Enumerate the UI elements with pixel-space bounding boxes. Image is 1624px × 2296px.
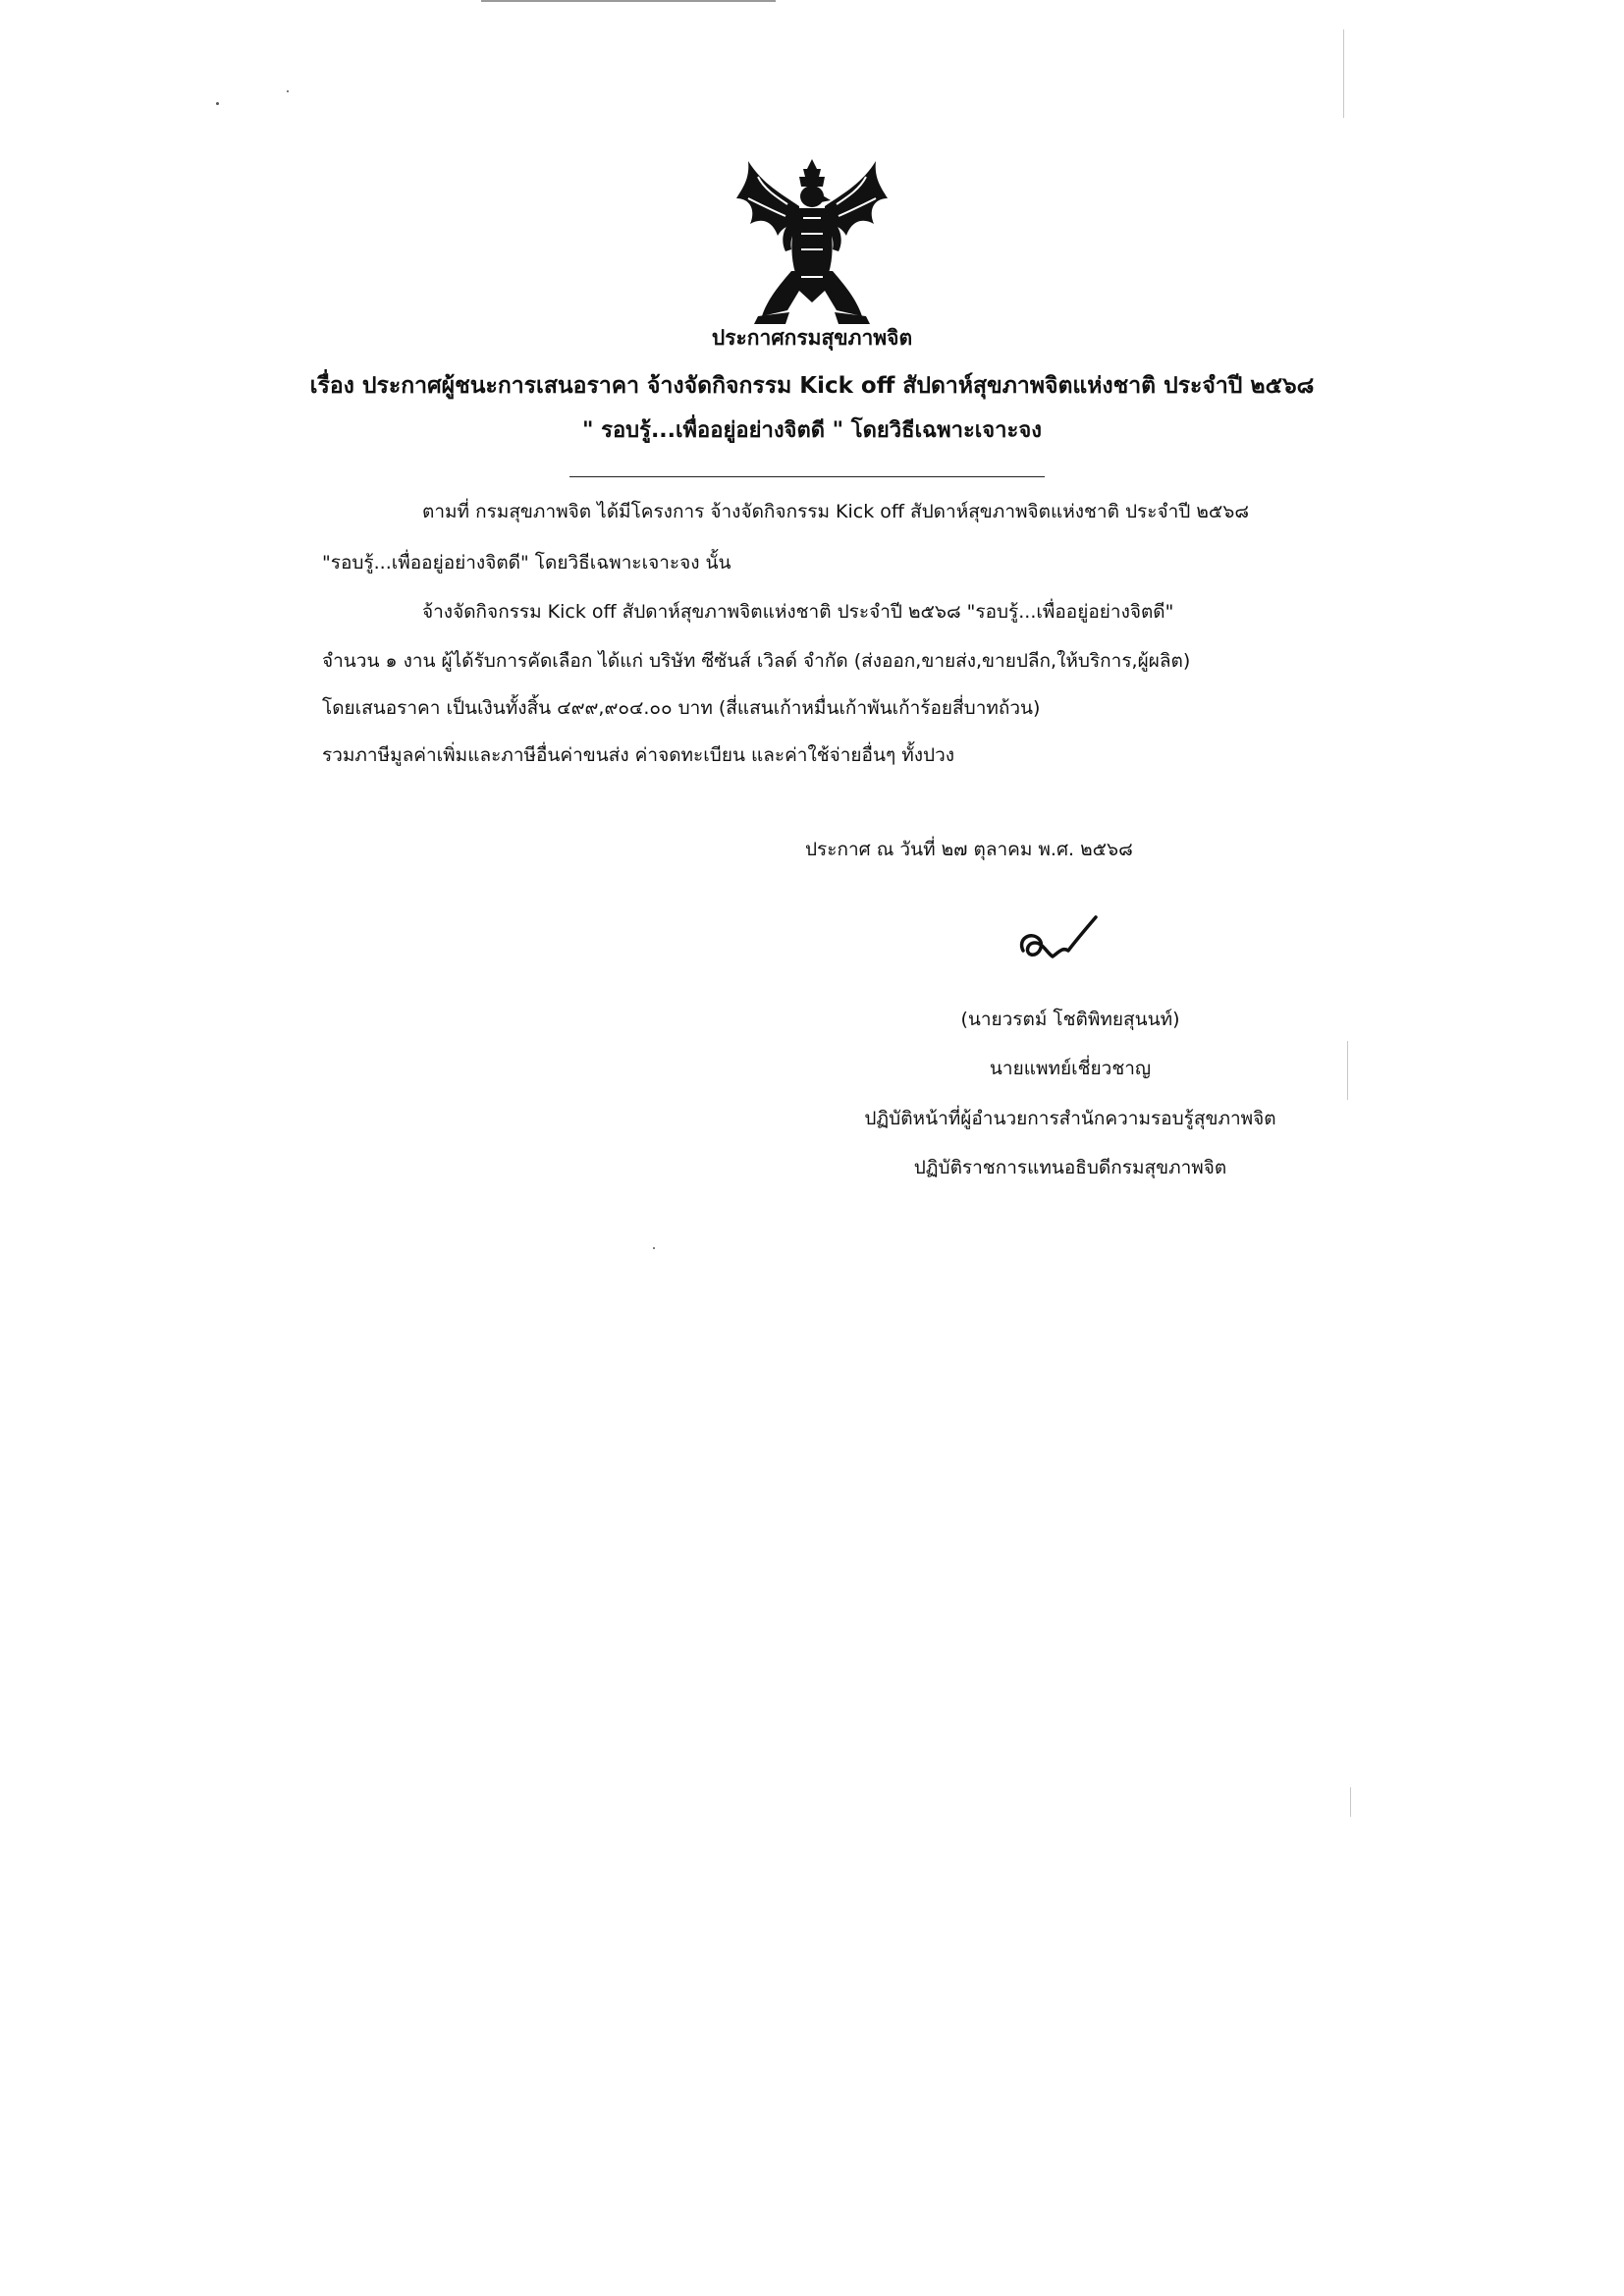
scan-top-edge [481,0,776,2]
subject-line: เรื่อง ประกาศผู้ชนะการเสนอราคา จ้างจัดกิจกรรม Kick off สัปดาห์สุขภาพจิตแห่งชาติ ประจำปี ๒๕๖๘ [309,373,1315,399]
body-paragraph-line: จำนวน ๑ งาน ผู้ได้รับการคัดเลือก ได้แก่ บริษัท ซีซันส์ เวิลด์ จำกัด (ส่งออก,ขายส่ง,ขายปลีก,ให้บริการ,ผู้ผลิต) [322,650,1191,672]
signer-acting-role: ปฏิบัติหน้าที่ผู้อำนวยการสำนักความรอบรู้สุขภาพจิต [864,1108,1276,1129]
signer-on-behalf: ปฏิบัติราชการแทนอธิบดีกรมสุขภาพจิต [913,1157,1227,1178]
body-paragraph-line: จ้างจัดกิจกรรม Kick off สัปดาห์สุขภาพจิตแห่งชาติ ประจำปี ๒๕๖๘ "รอบรู้...เพื่ออยู่อย่างจิตดี" [422,601,1174,623]
scan-speck [287,90,289,92]
body-paragraph-line: รวมภาษีมูลค่าเพิ่มและภาษีอื่นค่าขนส่ง ค่าจดทะเบียน และค่าใช้จ่ายอื่นๆ ทั้งปวง [322,744,955,766]
scan-speck [216,102,219,105]
body-paragraph-line: ตามที่ กรมสุขภาพจิต ได้มีโครงการ จ้างจัดกิจกรรม Kick off สัปดาห์สุขภาพจิตแห่งชาติ ประจำปี ๒๕๖๘ [422,501,1249,522]
subject-line-continued: " รอบรู้...เพื่ออยู่อย่างจิตดี " โดยวิธีเฉพาะเจาะจง [582,418,1042,443]
scan-speck [653,1247,655,1249]
handwritten-signature-icon [1013,913,1102,972]
body-paragraph-line: "รอบรู้...เพื่ออยู่อย่างจิตดี" โดยวิธีเฉพาะเจาะจง นั้น [322,552,731,574]
body-paragraph-line: โดยเสนอราคา เป็นเงินทั้งสิ้น ๔๙๙,๙๐๔.๐๐ บาท (สี่แสนเก้าหมื่นเก้าพันเก้าร้อยสี่บาทถ้วน) [322,697,1041,719]
signer-position: นายแพทย์เชี่ยวชาญ [989,1058,1152,1079]
heading-divider [569,476,1045,477]
scan-edge-mark [1347,1041,1348,1100]
garuda-emblem-icon [729,155,895,327]
scan-edge-mark [1343,29,1344,118]
signer-name: (นายวรตม์ โชติพิทยสุนนท์) [960,1009,1180,1030]
announcement-date: ประกาศ ณ วันที่ ๒๗ ตุลาคม พ.ศ. ๒๕๖๘ [805,839,1133,860]
org-title: ประกาศกรมสุขภาพจิต [711,326,913,350]
scan-edge-mark [1350,1787,1351,1817]
